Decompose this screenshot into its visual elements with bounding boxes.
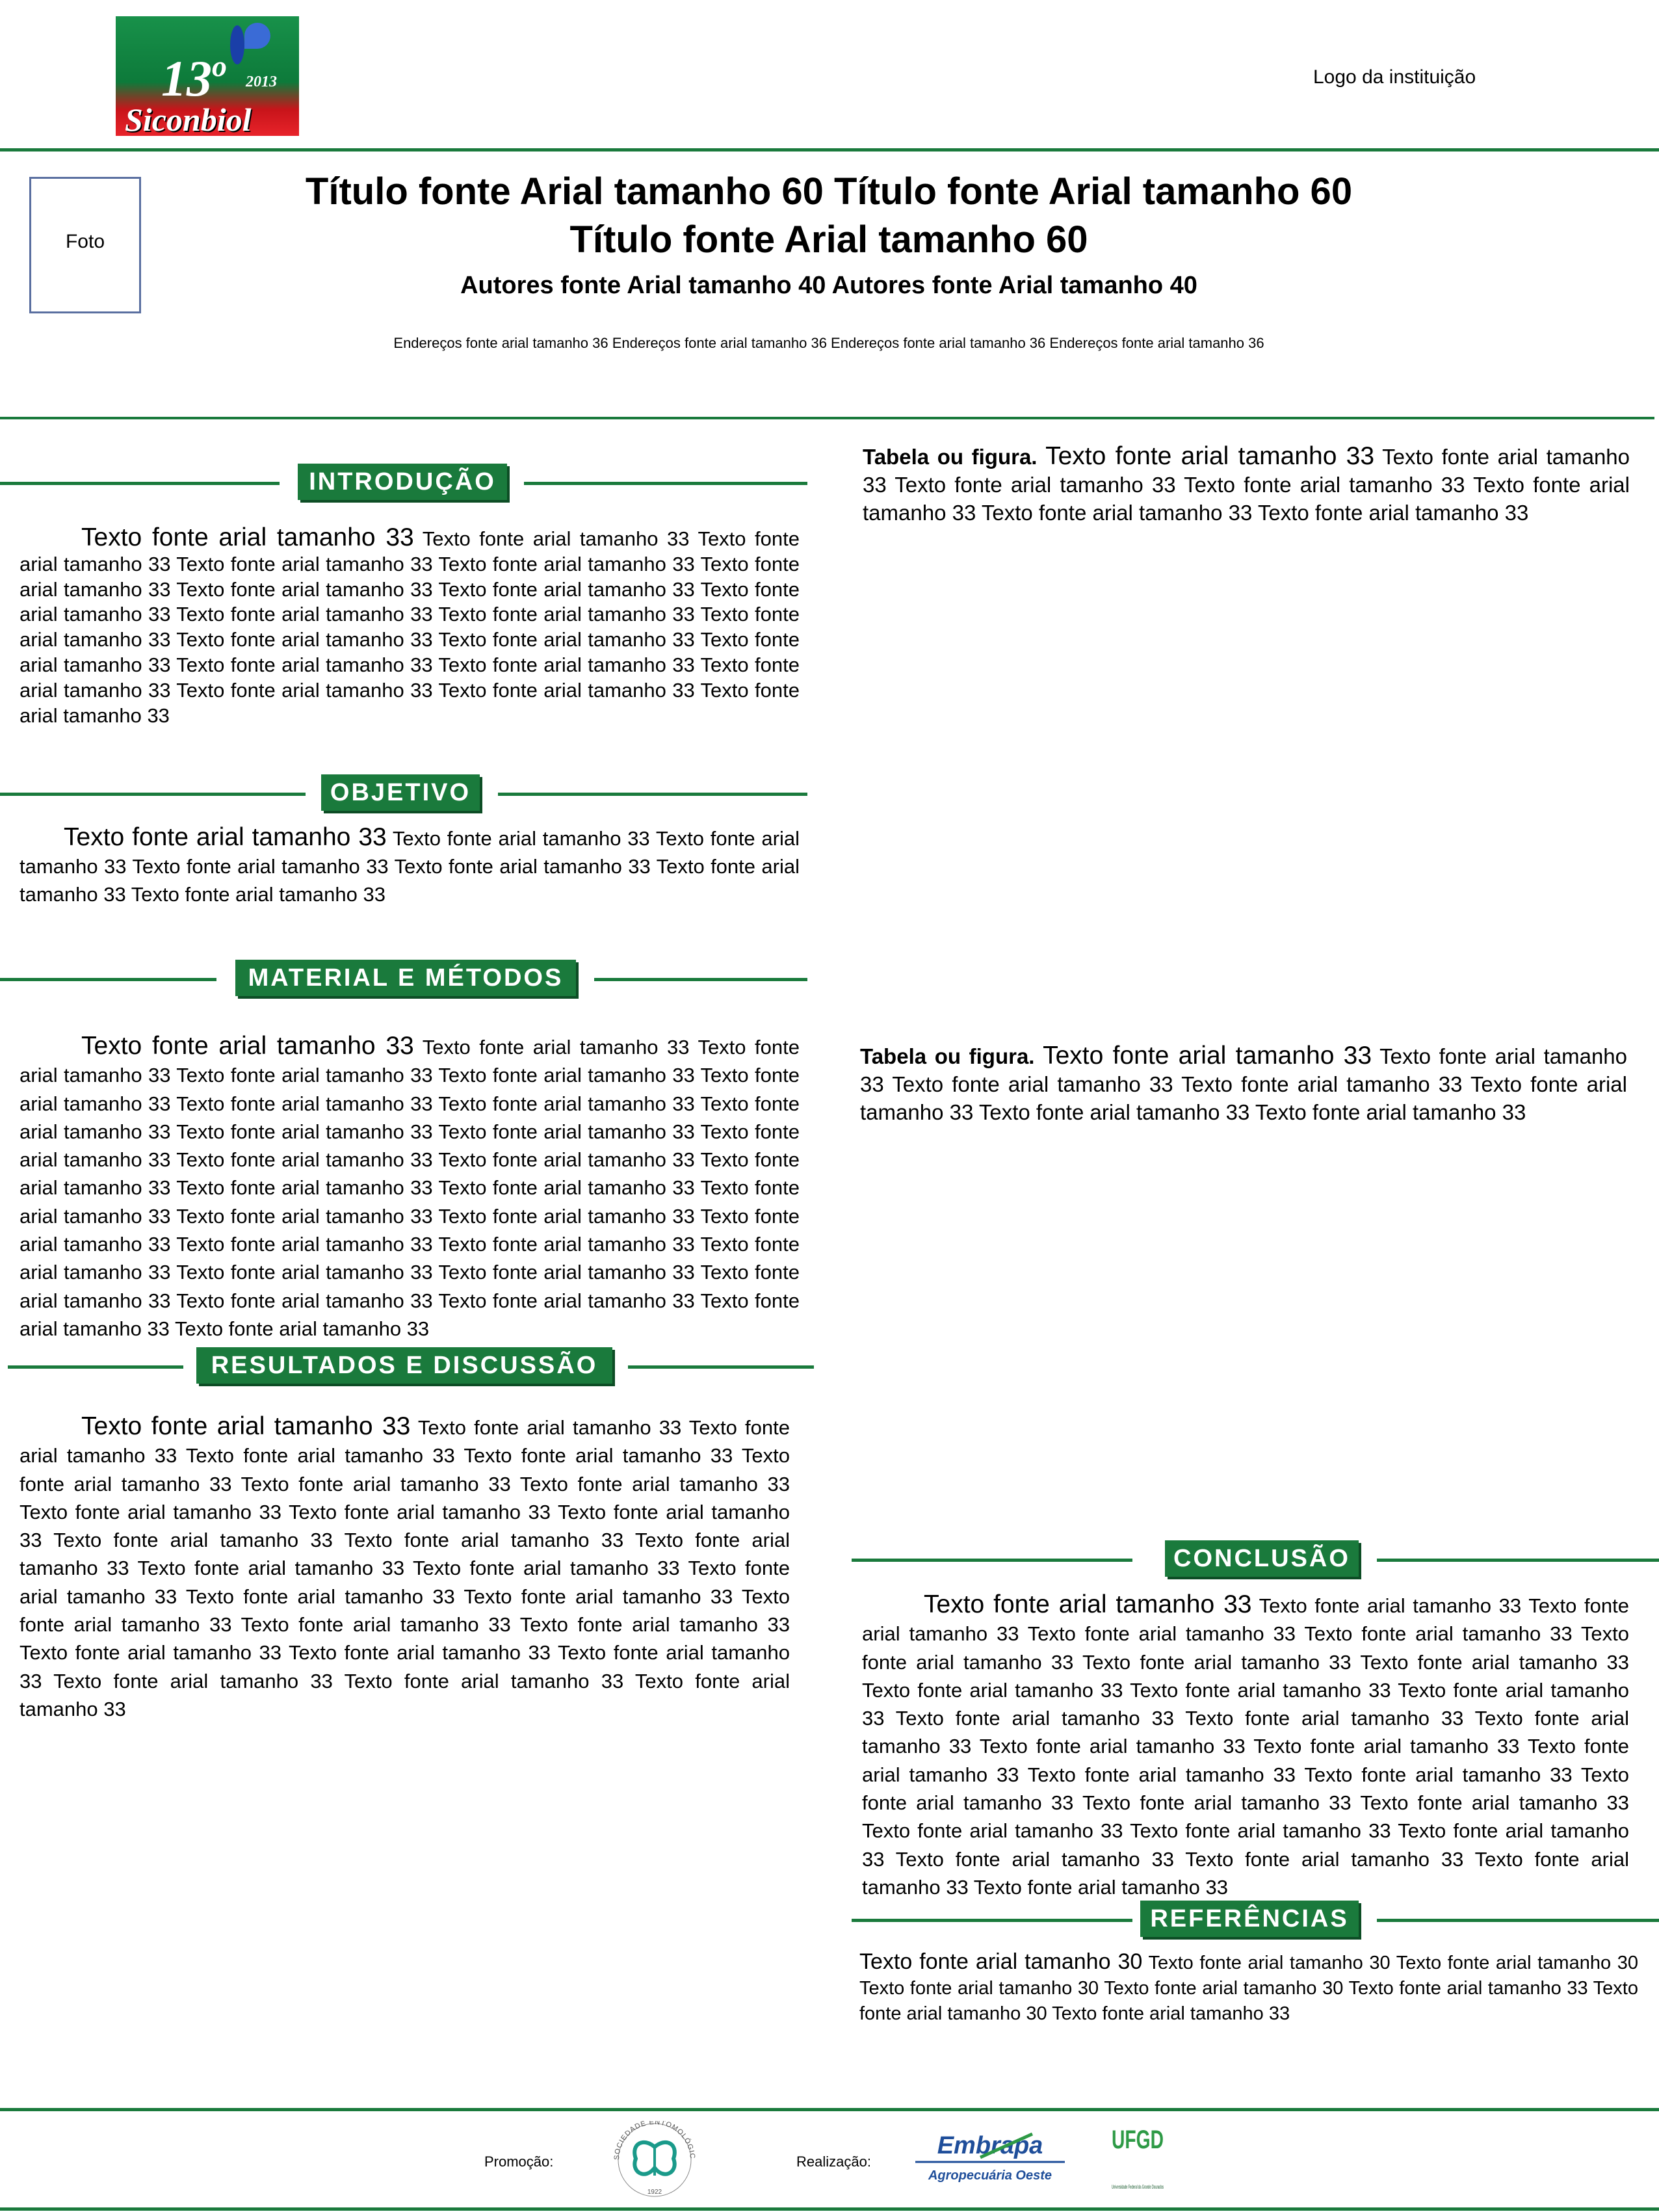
siconbiol-event-logo [116,16,299,136]
methods-text [20,1032,800,1343]
conclusion-heading: CONCLUSÃO [1165,1540,1359,1577]
objective-body: Texto fonte arial tamanho 33 Texto fonte arial tamanho 33 Texto fonte arial tamanho 33 Texto fonte arial tamanho 33 Texto fonte arial tamanho 33 Texto fonte arial tamanho 33 [20,827,800,906]
footer-bottom-border [0,2207,1659,2211]
photo-placeholder [29,177,141,313]
conclusion-heading-line-right [1377,1559,1659,1562]
methods-heading-line-left [0,978,216,981]
intro-heading: INTRODUÇÃO [298,464,507,500]
references-heading: REFERÊNCIAS [1140,1901,1359,1937]
title-line-2: Título fonte Arial tamanho 60 [569,218,1088,261]
references-text [859,1949,1638,2027]
intro-heading-line-right [524,482,807,485]
methods-body: Texto fonte arial tamanho 33 Texto fonte arial tamanho 33 Texto fonte arial tamanho 33 Texto fonte arial tamanho 33 Texto fonte arial tamanho 33 Texto fonte arial tamanho 33 Texto fonte arial tamanho 33 Texto fonte arial tamanho 33 Texto fonte arial tamanho 33 Texto fonte arial tamanho 33 Texto fonte arial tamanho 33 Texto fonte arial tamanho 33 Texto fonte arial tamanho 33 Texto fonte arial tamanho 33 Texto fonte arial tamanho 33 Texto fonte arial tamanho 33 Texto fonte arial tamanho 33 Texto fonte arial tamanho 33 Texto fonte arial tamanho 33 Texto fonte arial tamanho 33 Texto fonte arial tamanho 33 Texto fonte arial tamanho 33 Texto fonte arial tamanho 33 Texto fonte arial tamanho 33 Texto fonte arial tamanho 33 Texto fonte arial tamanho 33 Texto fonte arial tamanho 33 Texto fonte arial tamanho 33 Texto fonte arial tamanho 33 Texto fonte arial tamanho 33 [20,1036,800,1340]
references-heading-line-right [1377,1919,1659,1922]
figure-2-lead: Texto fonte arial tamanho 33 [1043,1042,1372,1070]
ufgd-letters: UFGD [1112,2126,1164,2154]
objective-heading-line-right [498,793,807,796]
embrapa-name: Embrapa [937,2132,1043,2159]
results-body: Texto fonte arial tamanho 33 Texto fonte arial tamanho 33 Texto fonte arial tamanho 33 Texto fonte arial tamanho 33 Texto fonte arial tamanho 33 Texto fonte arial tamanho 33 Texto fonte arial tamanho 33 Texto fonte arial tamanho 33 Texto fonte arial tamanho 33 Texto fonte arial tamanho 33 Texto fonte arial tamanho 33 Texto fonte arial tamanho 33 Texto fonte arial tamanho 33 Texto fonte arial tamanho 33 Texto fonte arial tamanho 33 Texto fonte arial tamanho 33 Texto fonte arial tamanho 33 Texto fonte arial tamanho 33 Texto fonte arial tamanho 33 Texto fonte arial tamanho 33 Texto fonte arial tamanho 33 Texto fonte arial tamanho 33 Texto fonte arial tamanho 33 Texto fonte arial tamanho 33 Texto fonte arial tamanho 33 Texto fonte arial tamanho 33 Texto fonte arial tamanho 33 [20,1416,790,1720]
poster-addresses: Endereços fonte arial tamanho 36 Endereços fonte arial tamanho 36 Endereços fonte arial tamanho 36 Endereços fonte arial tamanho 36 [393,335,1264,351]
promotion-label: Promoção: [484,2153,554,2170]
conclusion-lead: Texto fonte arial tamanho 33 [924,1590,1252,1618]
footer-divider [0,2108,1659,2111]
results-heading-line-right [628,1365,814,1369]
references-body: Texto fonte arial tamanho 30 Texto fonte arial tamanho 30 Texto fonte arial tamanho 30 Texto fonte arial tamanho 30 Texto fonte arial tamanho 33 Texto fonte arial tamanho 30 Texto fonte arial tamanho 33 [859,1953,1638,2024]
conclusion-text [862,1590,1629,1901]
embrapa-logo [909,2126,1071,2191]
references-heading-line-left [852,1919,1132,1922]
ufgd-name: Universidade Federal da Grande Dourados [1112,2184,1164,2190]
references-lead: Texto fonte arial tamanho 30 [859,1949,1143,1974]
intro-text [20,525,800,728]
figure-2-label: Tabela ou figura. [860,1044,1035,1068]
conclusion-body: Texto fonte arial tamanho 33 Texto fonte arial tamanho 33 Texto fonte arial tamanho 33 Texto fonte arial tamanho 33 Texto fonte arial tamanho 33 Texto fonte arial tamanho 33 Texto fonte arial tamanho 33 Texto fonte arial tamanho 33 Texto fonte arial tamanho 33 Texto fonte arial tamanho 33 Texto fonte arial tamanho 33 Texto fonte arial tamanho 33 Texto fonte arial tamanho 33 Texto fonte arial tamanho 33 Texto fonte arial tamanho 33 Texto fonte arial tamanho 33 Texto fonte arial tamanho 33 Texto fonte arial tamanho 33 Texto fonte arial tamanho 33 Texto fonte arial tamanho 33 Texto fonte arial tamanho 33 Texto fonte arial tamanho 33 Texto fonte arial tamanho 33 Texto fonte arial tamanho 33 Texto fonte arial tamanho 33 Texto fonte arial tamanho 33 Texto fonte arial tamanho 33 Texto fonte arial tamanho 33 [862,1594,1629,1899]
event-edition-ordinal: o [212,49,227,83]
event-edition-number: 13 [161,50,212,107]
figure-2-body: Texto fonte arial tamanho 33 Texto fonte arial tamanho 33 Texto fonte arial tamanho 33 Texto fonte arial tamanho 33 Texto fonte arial tamanho 33 Texto fonte arial tamanho 33 [860,1044,1627,1124]
objective-heading: OBJETIVO [321,774,480,811]
institution-logo-placeholder: Logo da instituição [1313,66,1476,88]
objective-text [20,823,800,908]
results-text [20,1412,790,1723]
methods-lead: Texto fonte arial tamanho 33 [81,1032,414,1060]
figure-1-caption [863,442,1630,527]
ufgd-logo [1112,2121,1190,2199]
butterfly-body-graphic [230,25,244,64]
entomological-society-logo [605,2121,705,2199]
realization-label: Realização: [796,2153,871,2170]
poster-authors: Autores fonte Arial tamanho 40 Autores fonte Arial tamanho 40 [460,272,1197,299]
figure-2-caption [860,1042,1627,1126]
conclusion-heading-line-left [852,1559,1132,1562]
intro-lead: Texto fonte arial tamanho 33 [81,523,414,551]
figure-1-lead: Texto fonte arial tamanho 33 [1045,442,1375,470]
event-name: Siconbiol [125,101,252,138]
methods-heading: MATERIAL E MÉTODOS [235,960,576,996]
butterfly-wing-graphic [244,23,270,49]
results-heading: RESULTADOS E DISCUSSÃO [196,1347,612,1384]
results-lead: Texto fonte arial tamanho 33 [81,1412,411,1440]
methods-heading-line-right [594,978,807,981]
intro-heading-line-left [0,482,280,485]
embrapa-unit: Agropecuária Oeste [928,2168,1052,2183]
title-line-1: Título fonte Arial tamanho 60 Título fonte Arial tamanho 60 [305,170,1353,213]
seb-year: 1922 [647,2189,662,2196]
event-year: 2013 [246,73,277,90]
title-divider [0,417,1654,419]
results-heading-line-left [8,1365,183,1369]
header-divider [0,148,1659,151]
photo-label: Foto [65,231,105,252]
seb-circular-text: SOCIEDADE ENTOMOLÓGIC [612,2121,697,2161]
objective-lead: Texto fonte arial tamanho 33 [64,823,387,851]
objective-heading-line-left [0,793,306,796]
figure-1-body: Texto fonte arial tamanho 33 Texto fonte arial tamanho 33 Texto fonte arial tamanho 33 Texto fonte arial tamanho 33 Texto fonte arial tamanho 33 Texto fonte arial tamanho 33 [863,445,1630,525]
poster-title [195,168,1463,264]
figure-1-label: Tabela ou figura. [863,445,1038,469]
intro-body: Texto fonte arial tamanho 33 Texto fonte arial tamanho 33 Texto fonte arial tamanho 33 Texto fonte arial tamanho 33 Texto fonte arial tamanho 33 Texto fonte arial tamanho 33 Texto fonte arial tamanho 33 Texto fonte arial tamanho 33 Texto fonte arial tamanho 33 Texto fonte arial tamanho 33 Texto fonte arial tamanho 33 Texto fonte arial tamanho 33 Texto fonte arial tamanho 33 Texto fonte arial tamanho 33 Texto fonte arial tamanho 33 Texto fonte arial tamanho 33 Texto fonte arial tamanho 33 Texto fonte arial tamanho 33 Texto fonte arial tamanho 33 Texto fonte arial tamanho 33 [20,527,800,727]
